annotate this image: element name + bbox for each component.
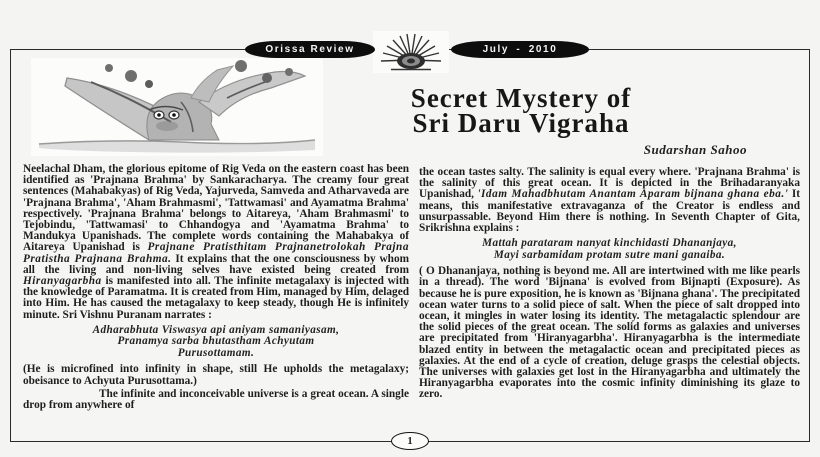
page-number-badge bbox=[391, 432, 429, 450]
paragraph-intro: Neelachal Dham, the glorious epitome of Rig Veda on the eastern coast has been identified as 'Prajnana Brahma' by Sankaracharya. The creamy four great sentences (Mahabakyas) of Rig Veda, Yajurveda, Samveda and Atharvaveda are 'Prajnana Brahma', 'Aham Brahmasmi', 'Tattwamasi' and Ayamatma Brahma' respectively. 'Prajnana Brahma' belongs to Aitareya, 'Aham Brahmasmi' to Tejobindu, 'Tattwamasi' to Chhandogya and 'Ayamatma Brahma' to Mandukya Upanishads. The complete words containing the Mahabakya of Aitareya Upanishad is Prajnane Pratisthitam Prajnanetrolokah Prajna Pratistha Prajnana Brahma. It explains that the one consciousness by whom all the living and non-living selves have existed being created from Hiranyagarbha is manifested into all. The infinite metagalaxy is injected with the knowledge of Paramatma. It is created from Him, managed by Him, delaged into Him. He has caused the metagalaxy to keep steady, though He is infinitely minute. Sri Vishnu Puranam narrates : bbox=[23, 163, 410, 321]
issue-date: July - 2010 bbox=[482, 44, 558, 55]
article-title-line2: Sri Daru Vigraha bbox=[412, 108, 630, 138]
author-byline: Sudarshan Sahoo bbox=[643, 142, 747, 157]
right-column bbox=[419, 167, 800, 403]
daru-tree-sketch-image bbox=[31, 58, 323, 156]
government-seal-icon bbox=[373, 31, 449, 73]
header-banner-publication bbox=[245, 41, 375, 58]
paragraph-dhananjaya: ( O Dhananjaya, nothing is beyond me. All are intertwined with me like pearls in a thread). The word 'Bijnana' is evolved from Bijnapti (Exposure). As because he is pure exposition, he is known as 'Bijnana ghana'. The precipitated ocean water turns to a solid piece of salt. When the piece of salt dropped into ocean, it mingles in water losing its identity. The metagalactic splendour are the solid pieces of the great ocean. The solid forms as galaxies and universes are precipitated from 'Hiranyagarbha'. Hiranyagarbha is the intermediate blazed entity in between the metagalactic ocean and precipitated pieces as galaxies. At the end of a cycle of creation, deluge grasps the celestial objects. The universes with galaxies get lost in the Hiranyagarbha and ultimately the Hiranyagarbha evaporates into the cosmic infinity diminishing its glaze to zero. bbox=[419, 265, 800, 401]
paragraph-salinity: the ocean tastes salty. The salinity is equal every where. 'Prajnana Brahma' is the salinity of this great ocean. It is depicted in the Brihadaranyaka Upanishad, 'Idam Mahadbhutam Anantam Aparam bijnana ghana eba.' It means, this manifestative extravaganza of the Creator is endless and unsurpassable. Beyond Him there is nothing. In Seventh Chapter of Gita, Srikrishna explains : bbox=[419, 166, 800, 235]
paragraph-verse-translation: (He is microfined into infinity in shape, still He upholds the metagalaxy; obeisance to Achyuta Purusottama.) bbox=[23, 363, 409, 387]
header-banner-issue-date bbox=[451, 41, 589, 58]
sanskrit-verse-vishnu-puranam: Adharabhuta Viswasya api aniyam samaniyasam, Pranamya sarba bhutastham Achyutam Purusottamam. bbox=[92, 323, 340, 359]
sanskrit-verse-gita: Mattah parataram nanyat kinchidasti Dhananjaya, Mayi sarbamidam protam sutre mani ganaiba. bbox=[482, 237, 737, 261]
paragraph-universe-ocean: The infinite and inconceivable universe is a great ocean. A single drop from anywhere of bbox=[23, 387, 409, 411]
publication-name: Orissa Review bbox=[265, 44, 355, 55]
article-title-line1: Secret Mystery of bbox=[410, 83, 632, 113]
page-border-frame bbox=[10, 44, 810, 447]
left-column bbox=[23, 56, 409, 413]
page-number: 1 bbox=[407, 435, 413, 447]
article-title bbox=[361, 83, 681, 138]
